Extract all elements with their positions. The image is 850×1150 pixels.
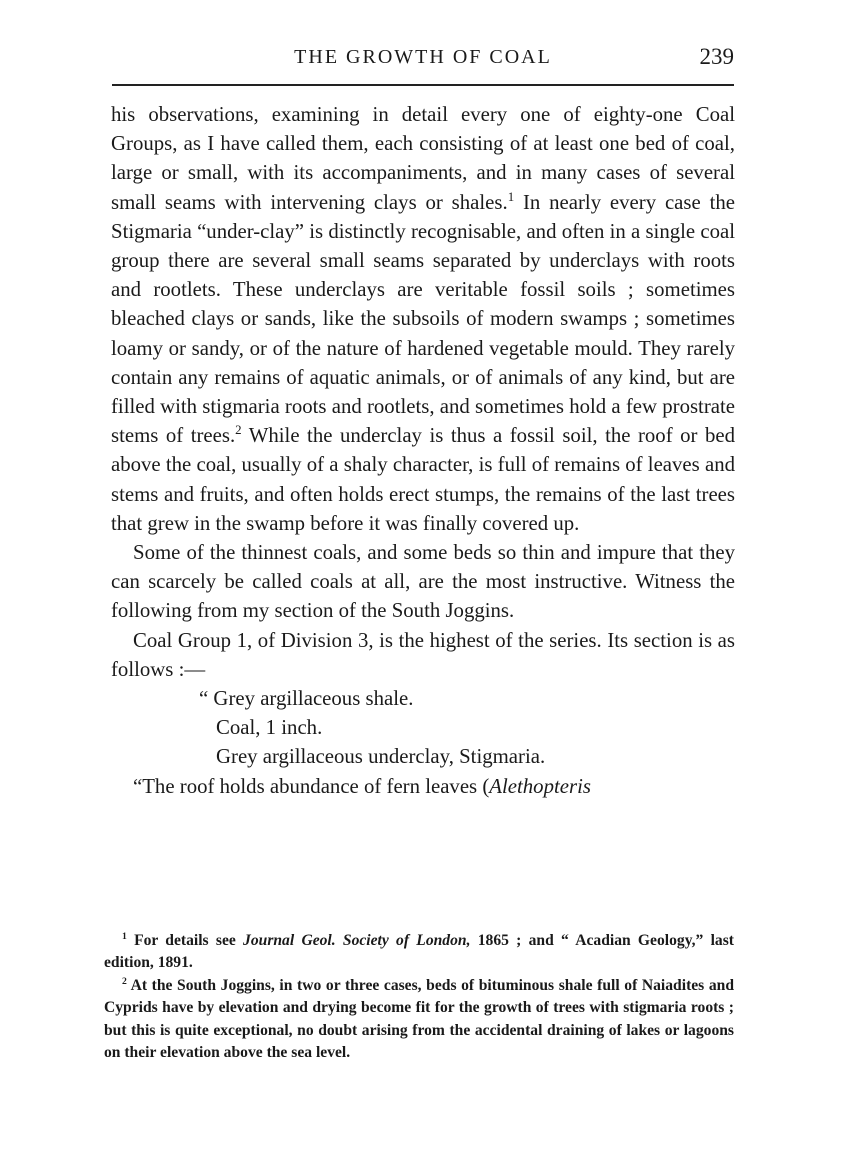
quote-line-1: “ Grey argillaceous shale. <box>199 687 414 711</box>
footnote-ref-1: 1 <box>507 189 515 204</box>
running-title: THE GROWTH OF COAL <box>294 46 552 68</box>
footnote-1-journal: Journal Geol. Society of London, <box>243 932 471 949</box>
footnote-1-text-a: For details see <box>126 932 244 949</box>
paragraph-1-part-c: While the underclay is thus a fossil soil, the roof or bed above the coal, usually of a shaly character, is full of remains of leaves and stems and fruits, and often holds erect stumps, the remains of the last trees that grew in the swamp before it was finally covered up. <box>111 424 735 535</box>
section-quote <box>111 684 735 772</box>
paragraph-3: Coal Group 1, of Division 3, is the highest of the series. Its section is as follows :— <box>111 628 735 681</box>
header-rule <box>112 84 734 86</box>
quote-line-3: Grey argillaceous underclay, Stigmaria. <box>216 745 546 769</box>
page-header <box>112 44 734 78</box>
footnote-2-marker: 2 <box>122 975 127 987</box>
footnote-2 <box>104 975 734 1065</box>
paragraph-1-part-b: In nearly every case the Stigmaria “under-clay” is distinctly recognisable, and often in a single coal group there are several small seams separated by underclays with roots and rootlets. These underclays are veritable fossil soils ; sometimes bleached clays or sands, like the subsoils of modern swamps ; sometimes loamy or sandy, or of the nature of hardened vegetable mould. They rarely contain any remains of aquatic animals, or of animals of any kind, but are filled with stigmaria roots and rootlets, and sometimes hold a few prostrate stems of trees. <box>111 190 735 448</box>
footnote-1 <box>104 930 734 975</box>
footnotes <box>104 930 734 1064</box>
body-text <box>111 100 735 801</box>
paragraph-4-text: “The roof holds abundance of fern leaves ( <box>133 774 490 798</box>
paragraph-1 <box>111 100 735 538</box>
footnote-1-text-b: 1865 ; and “ Acadian Geology,” last edition, 1891. <box>104 932 734 972</box>
paragraph-4 <box>111 772 735 801</box>
footnote-ref-2: 2 <box>235 423 242 438</box>
footnote-2-text: At the South Joggins, in two or three cases, beds of bituminous shale full of Naiadites and Cyprids have by elevation and drying become fit for the growth of trees with stigmaria roots ; but this is quite exceptional, no doubt arising from the accidental draining of lakes or lagoons on their elevation above the sea level. <box>104 976 734 1062</box>
paragraph-4-italic: Alethopteris <box>489 774 591 798</box>
paragraph-2: Some of the thinnest coals, and some beds so thin and impure that they can scarcely be called coals at all, are the most instructive. Witness the following from my section of the South Joggins. <box>111 541 735 623</box>
page-number: 239 <box>699 44 734 69</box>
footnote-1-marker: 1 <box>122 930 127 942</box>
quote-line-2: Coal, 1 inch. <box>216 716 323 740</box>
paragraph-1-part-a: his observations, examining in detail every one of eighty-one Coal Groups, as I have called them, each consisting of at least one bed of coal, large or small, with its accompaniments, and in many cases of several small seams with intervening clays or shales. <box>111 103 735 214</box>
